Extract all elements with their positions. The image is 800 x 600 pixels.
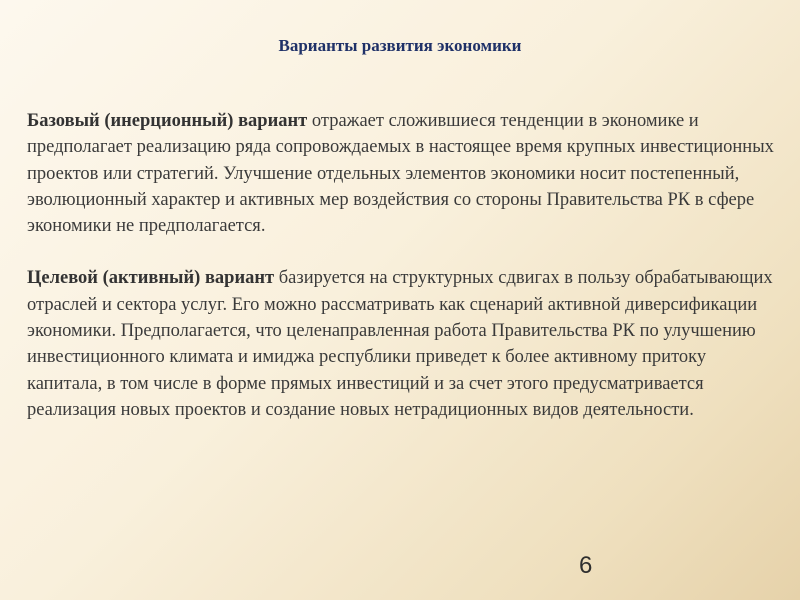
paragraph-target-scenario	[27, 265, 777, 423]
slide-body	[27, 108, 777, 423]
paragraph-text: базируется на структурных сдвигах в пользу обрабатывающих отраслей и сектора услуг. Его можно рассматривать как сценарий активной диверсификации экономики. Предполагается, что целенаправленная работа Правительства РК по улучшению инвестиционного климата и имиджа республики приведет к более активному притоку капитала, в том числе в форме прямых инвестиций и за счет этого предусматривается реализация новых проектов и создание новых нетрадиционных видов деятельности.	[27, 268, 773, 420]
paragraph-baseline-scenario	[27, 108, 777, 239]
paragraph-lead: Целевой (активный) вариант	[27, 268, 275, 289]
paragraph-lead: Базовый (инерционный) вариант	[27, 111, 308, 131]
slide-title: Варианты развития экономики	[278, 36, 522, 55]
page-number: 6	[579, 552, 593, 579]
paragraph-text: отражает сложившиеся тенденции в экономике и предполагает реализацию ряда сопровождаемых в настоящее время крупных инвестиционных проектов или стратегий. Улучшение отдельных элементов экономики носит постепенный, эволюционный характер и активных мер воздействия со стороны Правительства РК в сфере экономики не предполагается.	[27, 111, 774, 237]
